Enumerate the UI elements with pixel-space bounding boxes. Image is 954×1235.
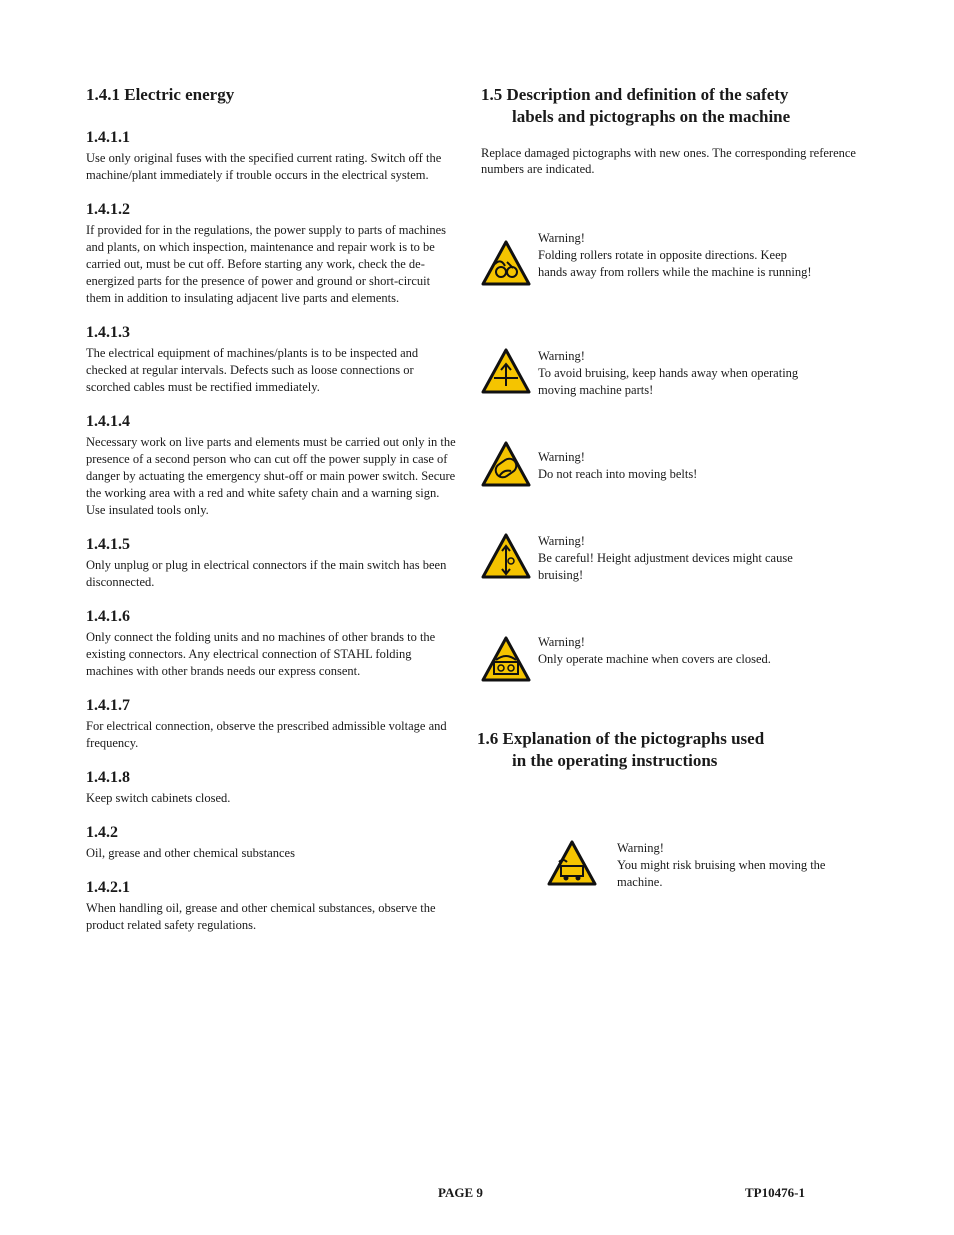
warning-title: Warning! xyxy=(617,841,664,855)
item-1-4-1-1 xyxy=(86,128,456,184)
warning-text-block xyxy=(538,348,818,399)
warning-text-block xyxy=(538,634,818,668)
moving-belts-hazard-icon xyxy=(481,441,531,487)
warning-text-block xyxy=(538,533,818,584)
item-text: Necessary work on live parts and elements must be carried out only in the presence of a second person who can cut off the power supply in case of danger by actuating the emergency shut-off or main power switch. Secure the working area with a red and white safety chain and a warning sign. Use insulated tools only. xyxy=(86,435,456,517)
warning-text: Folding rollers rotate in opposite directions. Keep hands away from rollers while the machine is running! xyxy=(538,248,812,279)
left-column xyxy=(86,84,456,950)
item-number: 1.4.1.2 xyxy=(86,201,130,218)
warning-title: Warning! xyxy=(538,349,585,363)
item-number: 1.4.1.4 xyxy=(86,413,130,430)
heading-line-1: 1.6 Explanation of the pictographs used xyxy=(477,729,765,748)
item-number: 1.4.1.7 xyxy=(86,697,130,714)
warning-title: Warning! xyxy=(538,534,585,548)
warning-title: Warning! xyxy=(538,450,585,464)
heading-line-2: in the operating instructions xyxy=(512,751,718,770)
warning-text: You might risk bruising when moving the machine. xyxy=(617,858,826,889)
item-text: If provided for in the regulations, the power supply to parts of machines and plants, on which inspection, maintenance and repair work is to be carried out, must be cut off. Before starting any work, check the de-energized parts for the presence of power and ground or short-circuit them in addition to insulating adjacent live parts and elements. xyxy=(86,223,446,305)
item-text: For electrical connection, observe the prescribed admissible voltage and frequency. xyxy=(86,719,447,750)
item-number: 1.4.2.1 xyxy=(86,879,130,896)
item-1-4-1-8 xyxy=(86,768,456,807)
item-text: Oil, grease and other chemical substances xyxy=(86,846,295,860)
item-number: 1.4.1.5 xyxy=(86,536,130,553)
warning-text: Do not reach into moving belts! xyxy=(538,467,698,481)
item-1-4-1-5 xyxy=(86,535,456,591)
item-text: When handling oil, grease and other chemical substances, observe the product related safety regulations. xyxy=(86,901,436,932)
heading-line-2: labels and pictographs on the machine xyxy=(512,107,791,126)
item-1-4-1-3 xyxy=(86,323,456,396)
item-number: 1.4.2 xyxy=(86,824,118,841)
item-text: Only connect the folding units and no machines of other brands to the existing connectors. Any electrical connection of STAHL folding machines with other brands needs our express consent. xyxy=(86,630,436,678)
right-column xyxy=(477,84,861,889)
folding-rollers-hazard-icon xyxy=(481,240,531,286)
item-number: 1.4.1.8 xyxy=(86,769,130,786)
warning-title: Warning! xyxy=(538,635,585,649)
warning-text: Only operate machine when covers are closed. xyxy=(538,652,771,666)
warning-text-block xyxy=(617,840,857,891)
section-heading-pictographs xyxy=(477,728,764,772)
page-number: PAGE 9 xyxy=(438,1185,483,1200)
item-1-4-2 xyxy=(86,823,456,862)
item-text: The electrical equipment of machines/plants is to be inspected and checked at regular intervals. Defects such as loose connections or scorched cables must be rectified immediately. xyxy=(86,346,419,394)
item-number: 1.4.1.6 xyxy=(86,608,130,625)
item-1-4-2-1 xyxy=(86,878,456,934)
item-text: Only unplug or plug in electrical connectors if the main switch has been disconnected. xyxy=(86,558,447,589)
section-heading-electric-energy: 1.4.1 Electric energy xyxy=(86,85,235,104)
moving-machine-bruising-icon xyxy=(547,840,597,886)
item-1-4-1-2 xyxy=(86,200,456,307)
item-1-4-1-7 xyxy=(86,696,456,752)
warning-text: Be careful! Height adjustment devices might cause bruising! xyxy=(538,551,793,582)
warning-text: To avoid bruising, keep hands away when operating moving machine parts! xyxy=(538,366,799,397)
item-text: Use only original fuses with the specified current rating. Switch off the machine/plant immediately if trouble occurs in the electrical system. xyxy=(86,151,442,182)
bruising-hazard-icon xyxy=(481,348,531,394)
heading-line-1: 1.5 Description and definition of the safety xyxy=(481,85,789,104)
warning-text-block xyxy=(538,449,818,483)
covers-closed-hazard-icon xyxy=(481,636,531,682)
intro-text: Replace damaged pictographs with new ones. The corresponding reference numbers are indicated. xyxy=(481,146,856,176)
document-id: TP10476-1 xyxy=(745,1185,805,1200)
section-heading-safety-labels xyxy=(481,84,861,128)
item-number: 1.4.1.3 xyxy=(86,324,130,341)
warning-title: Warning! xyxy=(538,231,585,245)
item-number: 1.4.1.1 xyxy=(86,129,130,146)
item-1-4-1-6 xyxy=(86,607,456,680)
item-1-4-1-4 xyxy=(86,412,456,519)
item-text: Keep switch cabinets closed. xyxy=(86,791,231,805)
warning-text-block xyxy=(538,230,818,281)
height-adjustment-hazard-icon xyxy=(481,533,531,579)
